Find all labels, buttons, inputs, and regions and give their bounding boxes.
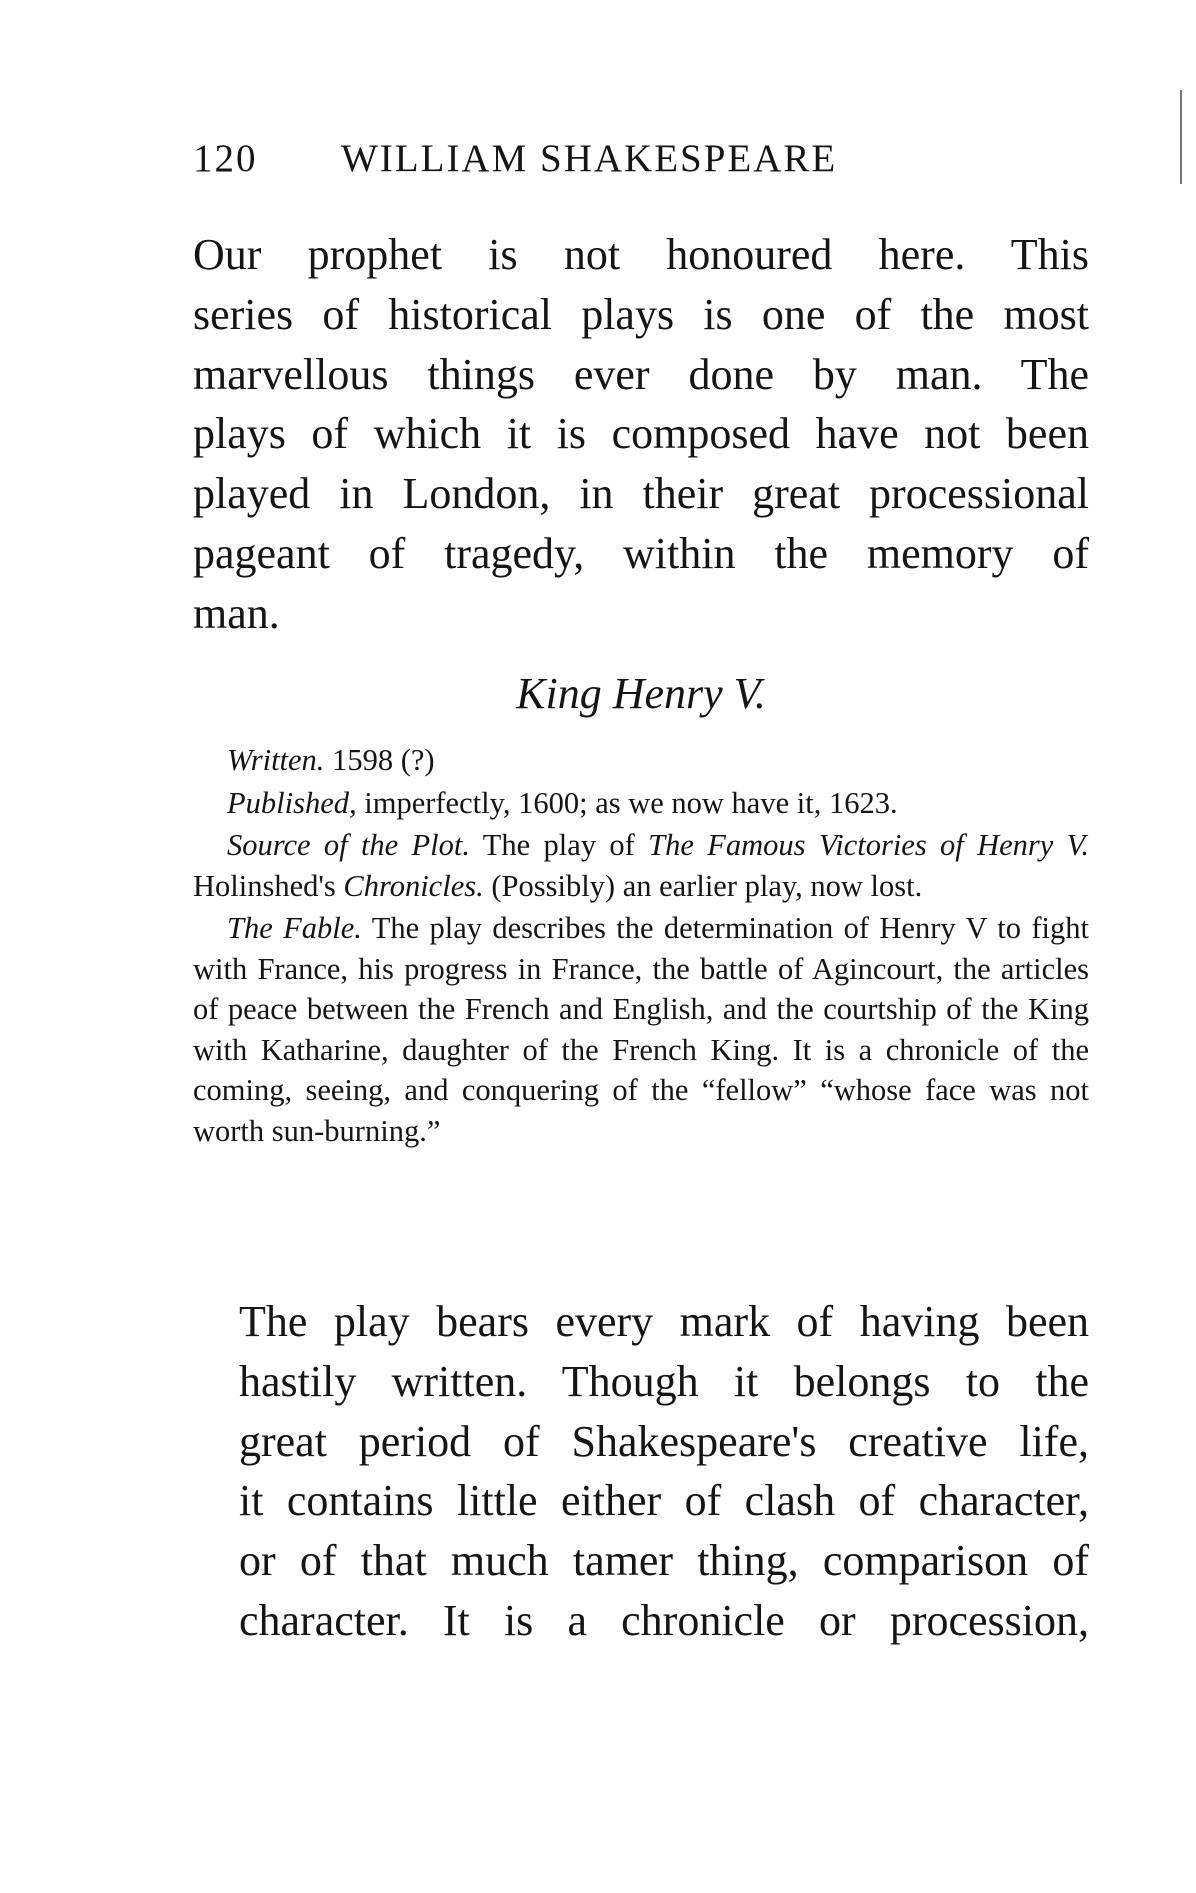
note-written-label: Written. (227, 743, 325, 777)
paragraph-line: The play bears every mark of having been (239, 1297, 1089, 1346)
paragraph-2 (193, 1292, 1089, 1651)
paragraph-line: great period of Shakespeare's creative life, (239, 1416, 1089, 1466)
paragraph-line: plays of which it is composed have not been (193, 409, 1089, 459)
note-fable-label: The Fable. (227, 911, 362, 945)
note-written (193, 740, 1089, 781)
note-fable-text: The play describes the determination of Henry V to fight with France, his progress in France, the battle of Agincourt, the articles of peace between the French and English, and the courtship of the King with Katharine, daughter of the French King. It is a chronicle of the coming, seeing, and conquering of the “fellow” “whose face was not worth sun-burning.” (193, 911, 1089, 1148)
paragraph-line: played in London, in their great processional (193, 469, 1089, 519)
note-written-text: 1598 (?) (324, 743, 435, 777)
running-head (193, 136, 1093, 190)
note-source-text: The play of (470, 828, 649, 862)
note-source (193, 825, 1089, 906)
page-edge-mark (1180, 90, 1182, 184)
paragraph-line: pageant of tragedy, within the memory of (193, 528, 1089, 578)
paragraph-line: character. It is a chronicle or procession, (239, 1595, 1089, 1645)
page-number: 120 (193, 137, 258, 180)
running-head-title: WILLIAM SHAKESPEARE (341, 137, 838, 180)
play-notes (193, 740, 1089, 1153)
paragraph-line: series of historical plays is one of the most (193, 289, 1089, 339)
note-published-label: Published, (227, 785, 357, 820)
paragraph-line: man. (193, 588, 280, 638)
note-source-label: Source of the Plot. (227, 828, 471, 862)
paragraph-line: it contains little either of clash of character, (239, 1476, 1089, 1526)
paragraph-1 (193, 225, 1089, 644)
note-source-text: (Possibly) an earlier play, now lost. (483, 868, 923, 903)
paragraph-line: or of that much tamer thing, comparison of (239, 1536, 1089, 1586)
note-published (193, 783, 1089, 824)
paragraph-line: hastily written. Though it belongs to the (239, 1356, 1089, 1406)
paragraph-line: Our prophet is not honoured here. This (193, 230, 1089, 279)
note-fable (193, 908, 1089, 1151)
paragraph-line: marvellous things ever done by man. The (193, 349, 1089, 399)
note-published-text: imperfectly, 1600; as we now have it, 1623. (356, 785, 898, 820)
note-source-title: The Famous Victories of Henry V. (648, 828, 1089, 862)
note-source-chronicles: Chronicles. (343, 868, 484, 903)
note-source-text: Holinshed's (193, 868, 344, 903)
play-title: King Henry V. (516, 669, 766, 718)
